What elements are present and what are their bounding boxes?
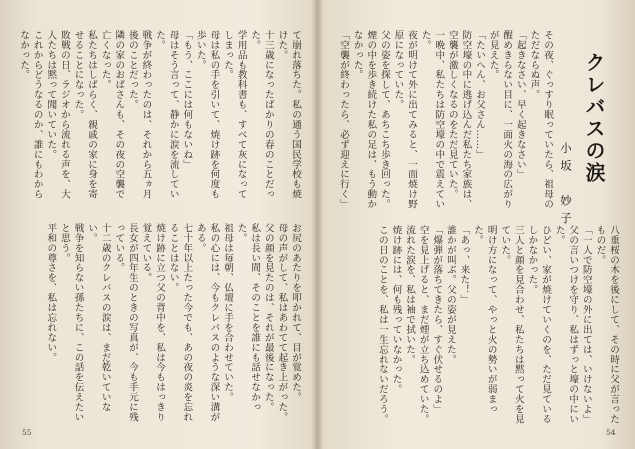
author-name: 小坂 妙子 bbox=[559, 142, 573, 230]
left-upper-text: て崩れ落ちた。私の通う国民学校も焼けた。 十三歳になったばかりの春のことだった。 学用品も教科書も、すべて灰になってしまった。 母は私の手を引いて、焼け跡を何度も歩いた。 「もう、ここには何もないね」 母はそう言って、静かに涙を流していた。 戦争が終わったのは、それから五ヵ月後のことだった。 隣の家のおばさんも、その夜の空襲で亡くなった。 私たちはしばらく、親戚の家に身を寄せることになった。 敗戦の日、ラジオから流れる声を、大人たちは黙って聞いていた。 これからどうなるのか、誰にもわからなかった。 bbox=[18, 30, 301, 200]
right-page bbox=[318, 0, 635, 449]
right-lower-text: 八重桜の木を後にして、その時に父が言ったものだ。 「一人で防空壕の外に出ては、いけないよ」 父の言いつけを守り、私はずっと壕の中にいた。 ひどい、家が焼けていくのを、ただ見ているしかなかった。 三人と顔を見合わせ、私たちは黙って火を見ていた。 明け方になって、やっと火の勢いが弱まった。 「あっ、来た！」 誰かが叫ぶ。父の姿が見えた。 「爆弾が落ちてきたら、すぐ伏せるのよ」 空を見上げると、まだ煙が立ち込めていた。 流れた涙を、私は袖で拭いた。 焼け跡には、何も残っていなかった。 この日のことを、私は一生忘れないだろう。 bbox=[376, 225, 619, 424]
right-upper-text: その夜、ぐっすり眠っていたら、祖母のただならぬ声。 「起きなさい、早く起きなさい」 醒めきらない目に、一面火の海の広がりが見えた。 「たいへん、お父さん……」 防空壕の中に逃げ込んだ私たち家族は、空襲が激しくなるのをただ見ていた。 一晩中、私たちは防空壕の中で震えていた。 夜が明けて外に出てみると、一面焼け野原になっていた。 父の姿を探して、あちこち歩き回った。 煙の中を歩き続けた私の足は、もう動かなかった。 「空襲が終わったら、必ず迎えに行く」 bbox=[338, 30, 553, 210]
left-lower-text: お尻のあたりを叩かれて、目が覚めた。 母の声がして、私はあわてて起き上がった。 父の顔を見たのは、それが最後になった。 私は長い間、そのことを誰にも話せなかった。 祖母は毎朝、仏壇に手を合わせていた。 私の心には、今もクレバスのような深い溝がある。 七十年以上たった今でも、あの夜の炎を忘れることはない。 焼け跡に立つ父の背中を、私は今もはっきり覚えている。 長女が四年生のときの写真が、今も手元に残っている。 十二歳のクレバスの涙は、まだ乾いていない。 戦争を知らない孫たちに、この話を伝えたいと思う。 平和の尊さを、私は忘れない。 bbox=[45, 223, 301, 422]
story-title: クレバスの涙 bbox=[582, 52, 606, 184]
left-page bbox=[0, 0, 317, 449]
page-number-left: 55 bbox=[22, 428, 32, 437]
page-number-right: 54 bbox=[606, 428, 616, 437]
